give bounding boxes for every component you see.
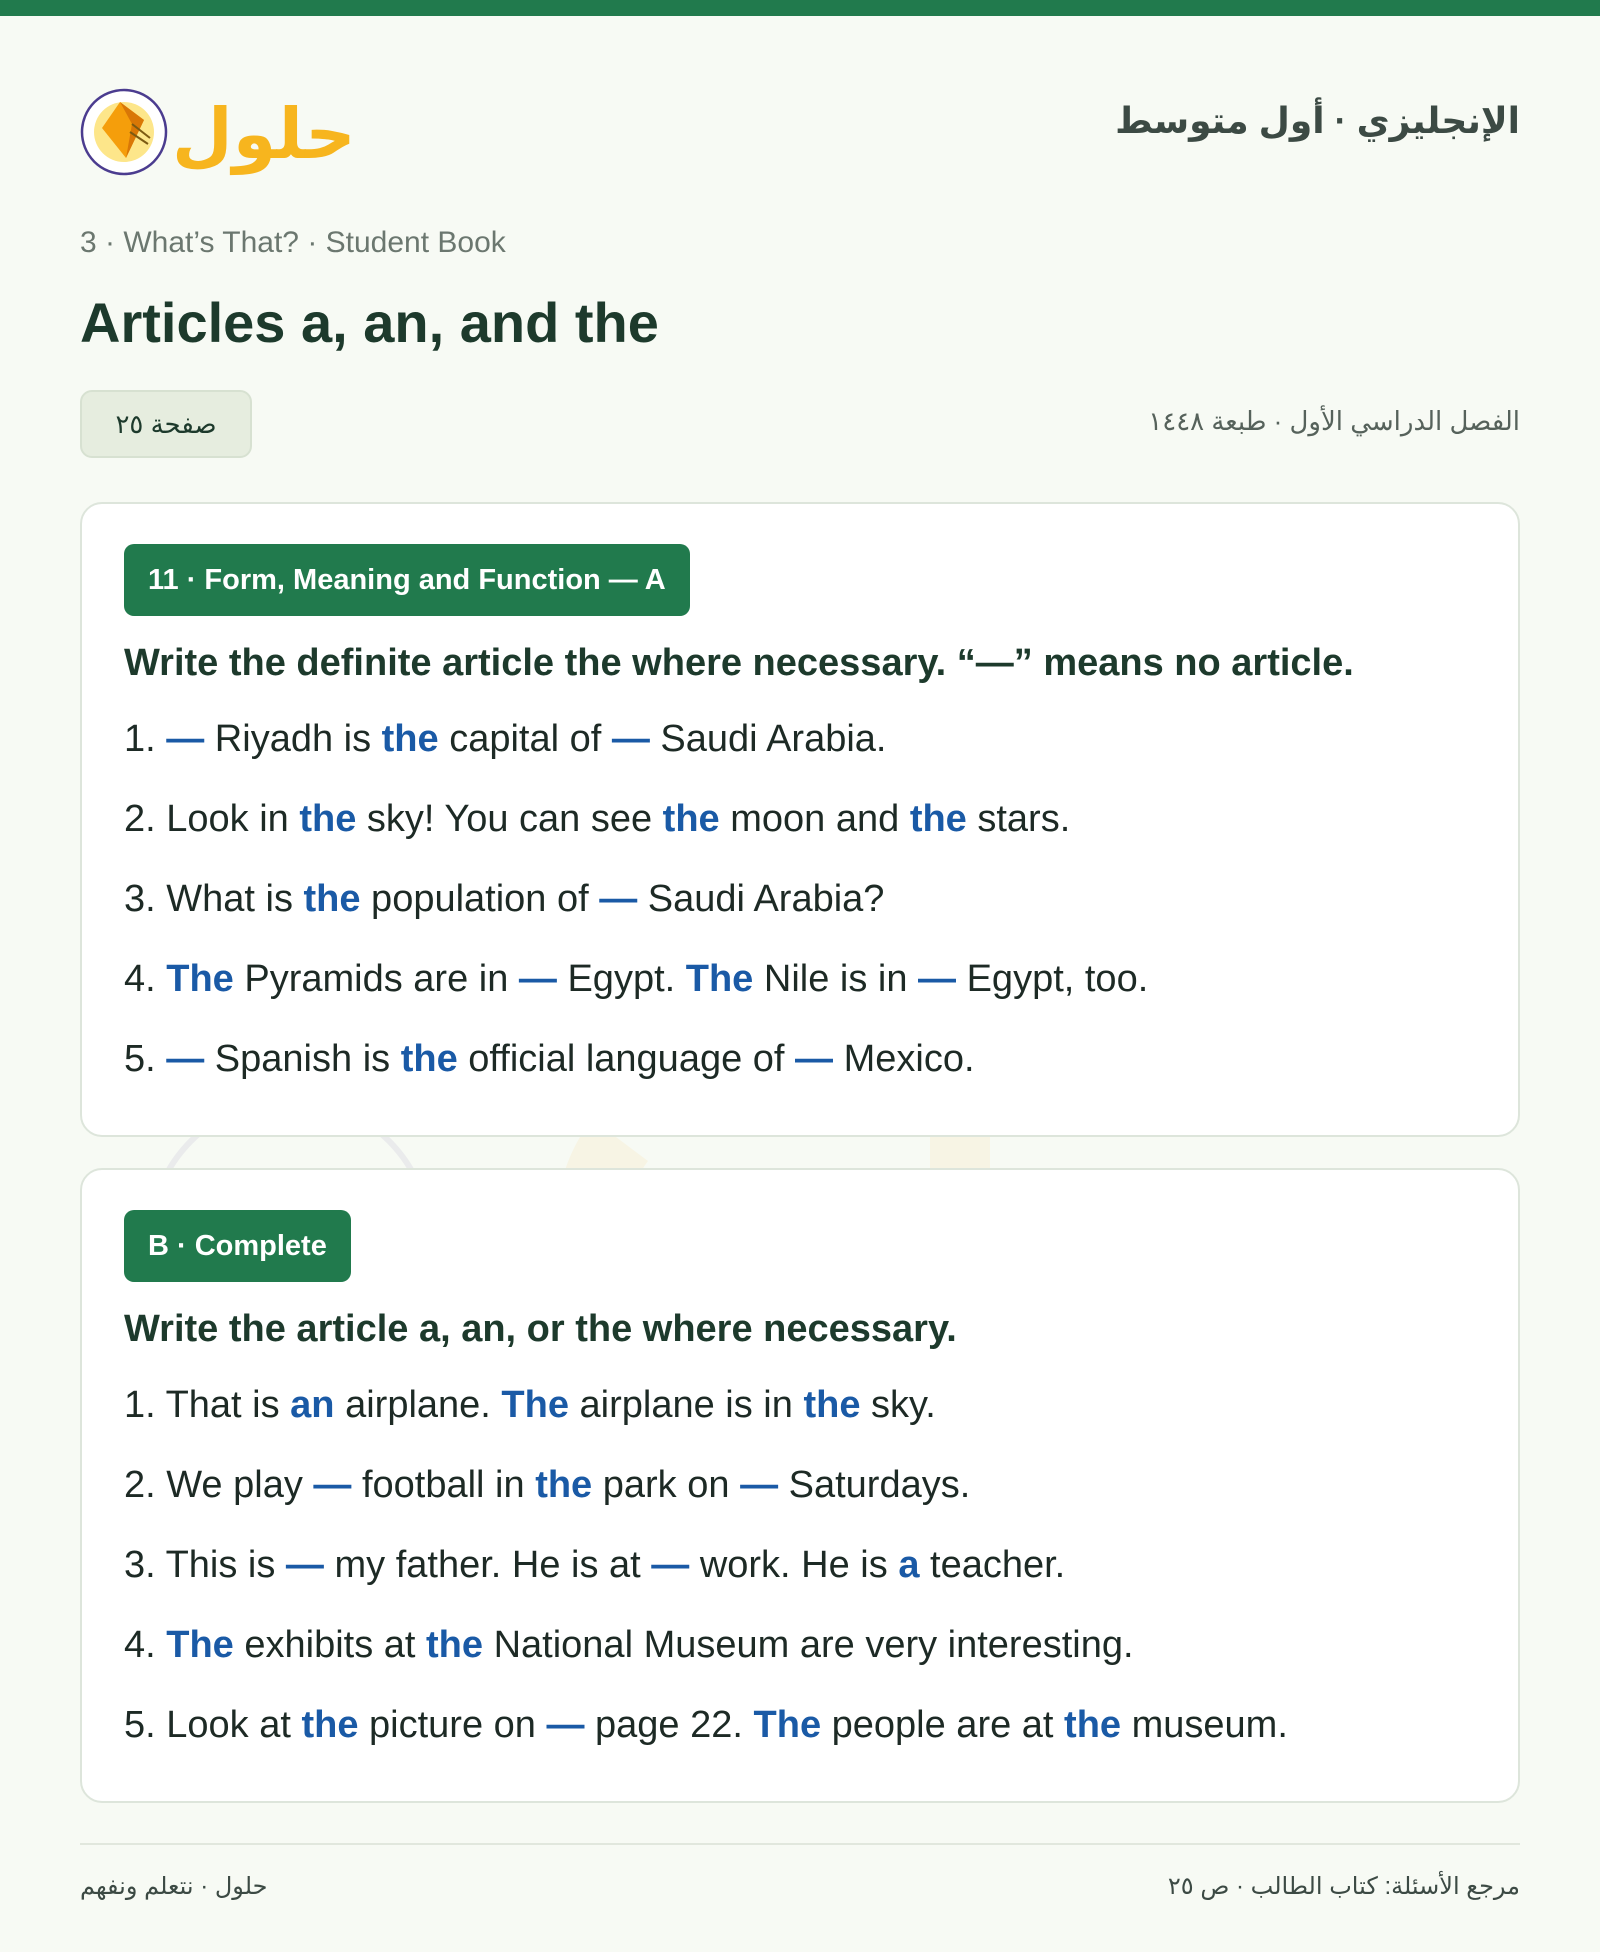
answer-article: —	[285, 1544, 324, 1586]
exercise-item: 2. We play — football in the park on — Saturdays.	[124, 1464, 971, 1506]
answer-article: an	[290, 1384, 335, 1426]
footer-divider	[80, 1843, 1520, 1845]
answer-article: —	[518, 958, 557, 1000]
answer-article: the	[909, 798, 967, 840]
page-number-chip: صفحة ٢٥	[80, 390, 252, 458]
answer-article: —	[313, 1464, 352, 1506]
section-b-instruction: Write the article a, an, or the where necessary.	[124, 1308, 957, 1350]
answer-article: a	[898, 1544, 920, 1586]
answer-article: the	[662, 798, 720, 840]
exercise-item: 1. — Riyadh is the capital of — Saudi Arabia.	[124, 718, 887, 760]
answer-article: The	[501, 1384, 569, 1426]
exercise-item: 3. What is the population of — Saudi Arabia?	[124, 878, 885, 920]
answer-article: the	[381, 718, 439, 760]
answer-article: the	[426, 1624, 484, 1666]
exercise-item: 4. The Pyramids are in — Egypt. The Nile is in — Egypt, too.	[124, 958, 1149, 1000]
section-a-instruction: Write the definite article the where necessary. “—” means no article.	[124, 642, 1354, 684]
answer-article: —	[740, 1464, 779, 1506]
answer-article: the	[299, 798, 357, 840]
answer-article: The	[166, 958, 234, 1000]
page-title: Articles a, an, and the	[80, 291, 659, 354]
answer-article: the	[301, 1704, 359, 1746]
answer-article: The	[166, 1624, 234, 1666]
answer-article: the	[1064, 1704, 1122, 1746]
exercise-item: 5. — Spanish is the official language of — Mexico.	[124, 1038, 975, 1080]
exercise-item: 5. Look at the picture on — page 22. The people are at the museum.	[124, 1704, 1288, 1746]
section-a-items	[124, 699, 1476, 1099]
exercise-card-a	[80, 502, 1520, 1137]
answer-article: —	[918, 958, 957, 1000]
answer-article: —	[166, 1038, 205, 1080]
answer-article: —	[651, 1544, 690, 1586]
footer-reference: مرجع الأسئلة: كتاب الطالب · ص ٢٥	[1167, 1873, 1520, 1900]
section-b-items	[124, 1365, 1476, 1765]
top-accent-bar	[0, 0, 1600, 16]
answer-article: the	[400, 1038, 458, 1080]
answer-article: —	[611, 718, 650, 760]
answer-article: the	[803, 1384, 861, 1426]
answer-article: —	[795, 1038, 834, 1080]
section-b-badge: B · Complete	[124, 1210, 351, 1282]
exercise-item: 4. The exhibits at the National Museum are very interesting.	[124, 1624, 1134, 1666]
exercise-card-b	[80, 1168, 1520, 1803]
hulul-logo[interactable]	[80, 80, 360, 180]
exercise-item: 3. This is — my father. He is at — work. He is a teacher.	[124, 1544, 1066, 1586]
answer-article: the	[303, 878, 361, 920]
exercise-item: 1. That is an airplane. The airplane is in the sky.	[124, 1384, 936, 1426]
answer-article: —	[599, 878, 638, 920]
exercise-item: 2. Look in the sky! You can see the moon and the stars.	[124, 798, 1071, 840]
logo-text: حلول	[172, 93, 356, 175]
answer-article: The	[753, 1704, 822, 1746]
term-edition-label: الفصل الدراسي الأول · طبعة ١٤٤٨	[1148, 406, 1520, 436]
subject-title: الإنجليزي · أول متوسط	[1115, 100, 1520, 141]
answer-article: —	[166, 718, 205, 760]
section-a-badge: 11 · Form, Meaning and Function — A	[124, 544, 690, 616]
answer-article: the	[535, 1464, 593, 1506]
footer-tagline: حلول · نتعلم ونفهم	[80, 1873, 268, 1900]
breadcrumb: 3 · What’s That? · Student Book	[80, 226, 506, 259]
answer-article: —	[546, 1704, 585, 1746]
answer-article: The	[685, 958, 754, 1000]
